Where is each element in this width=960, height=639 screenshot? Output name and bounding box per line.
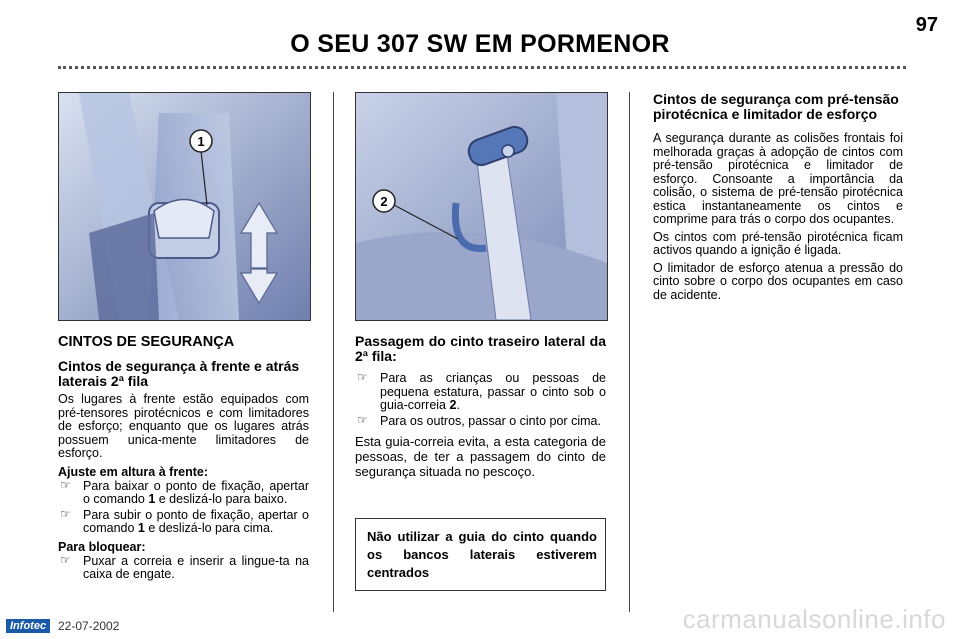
middle-column	[355, 334, 606, 483]
figure-2-callout: 2	[380, 194, 388, 209]
list-item: ☞ Para baixar o ponto de fixação, apertar o comando 1 e deslizá-lo para baixo.	[60, 477, 309, 506]
pointing-hand-icon: ☞	[60, 477, 71, 492]
belt-guide-photo	[355, 92, 608, 321]
column-divider-right	[629, 92, 630, 612]
warning-box: Não utilizar a guia do cinto quando os bancos laterais estiverem centrados	[355, 518, 606, 591]
pretensioner-subheading: Cintos de segurança com pré-tensão pirotécnica e limitador de esforço	[653, 91, 899, 122]
pretensioner-paragraph-1: A segurança durante as colisões frontais foi melhorada graças à adopção de cintos com pré-tensão pirotécnica e limitador de esforço. Consoante a importância da colisão, o sistema de pré-tensão pirotécnica estica instantaneamente os cintos e comprime para trás o corpo dos ocupantes.	[653, 131, 903, 226]
figure-1-callout: 1	[197, 134, 205, 149]
infotec-logo: Infotec	[6, 619, 50, 633]
pointing-hand-icon: ☞	[60, 506, 71, 521]
list-item: ☞ Puxar a correia e inserir a lingue-ta na caixa de engate.	[60, 552, 309, 581]
pointing-hand-icon: ☞	[357, 412, 368, 427]
page-number: 97	[915, 14, 938, 36]
watermark: carmanualsonline.info	[682, 604, 946, 634]
height-adjust-list	[58, 477, 309, 536]
footer-date: 22-07-2002	[58, 619, 120, 633]
belt-height-adjuster-photo	[58, 92, 311, 321]
belt-guide-paragraph: Esta guia-correia evita, a esta categoria de pessoas, de ter a passagem do cinto de segurança situada no pescoço.	[355, 434, 606, 479]
lock-label: Para bloquear:	[58, 539, 146, 554]
section-heading: CINTOS DE SEGURANÇA	[58, 334, 235, 350]
column-divider-left	[333, 92, 334, 612]
page-title: O SEU 307 SW EM PORMENOR	[290, 30, 670, 58]
list-item: ☞ Para subir o ponto de fixação, apertar o comando 1 e deslizá-lo para cima.	[60, 506, 309, 535]
right-column	[653, 92, 903, 306]
lock-list	[58, 552, 309, 582]
rear-belt-list	[355, 372, 606, 428]
height-adjust-label: Ajuste em altura à frente:	[58, 464, 209, 479]
front-belts-subheading: Cintos de segurança à frente e atrás laterais 2ª fila	[58, 358, 300, 389]
list-item: ☞ Para os outros, passar o cinto por cima.	[357, 412, 601, 428]
pretensioner-paragraph-2: Os cintos com pré-tensão pirotécnica ficam activos quando a ignição é ligada.	[653, 229, 903, 257]
list-item: ☞ Para as crianças ou pessoas de pequena estatura, passar o cinto sob o guia-correia 2.	[357, 370, 606, 412]
pretensioner-paragraph-3: O limitador de esforço atenua a pressão do cinto sobre o corpo dos ocupantes em caso de acidente.	[653, 260, 903, 302]
pointing-hand-icon: ☞	[60, 552, 71, 567]
rear-belt-subheading: Passagem do cinto traseiro lateral da 2ª fila:	[355, 333, 606, 364]
front-belts-intro: Os lugares à frente estão equipados com pré-tensores pirotécnicos e com limitadores de esforço; enquanto que os lugares atrás possuem unica-mente limitadores de esforço.	[58, 392, 309, 460]
pointing-hand-icon: ☞	[357, 370, 368, 384]
left-column	[58, 334, 309, 586]
dotted-divider	[58, 66, 906, 69]
